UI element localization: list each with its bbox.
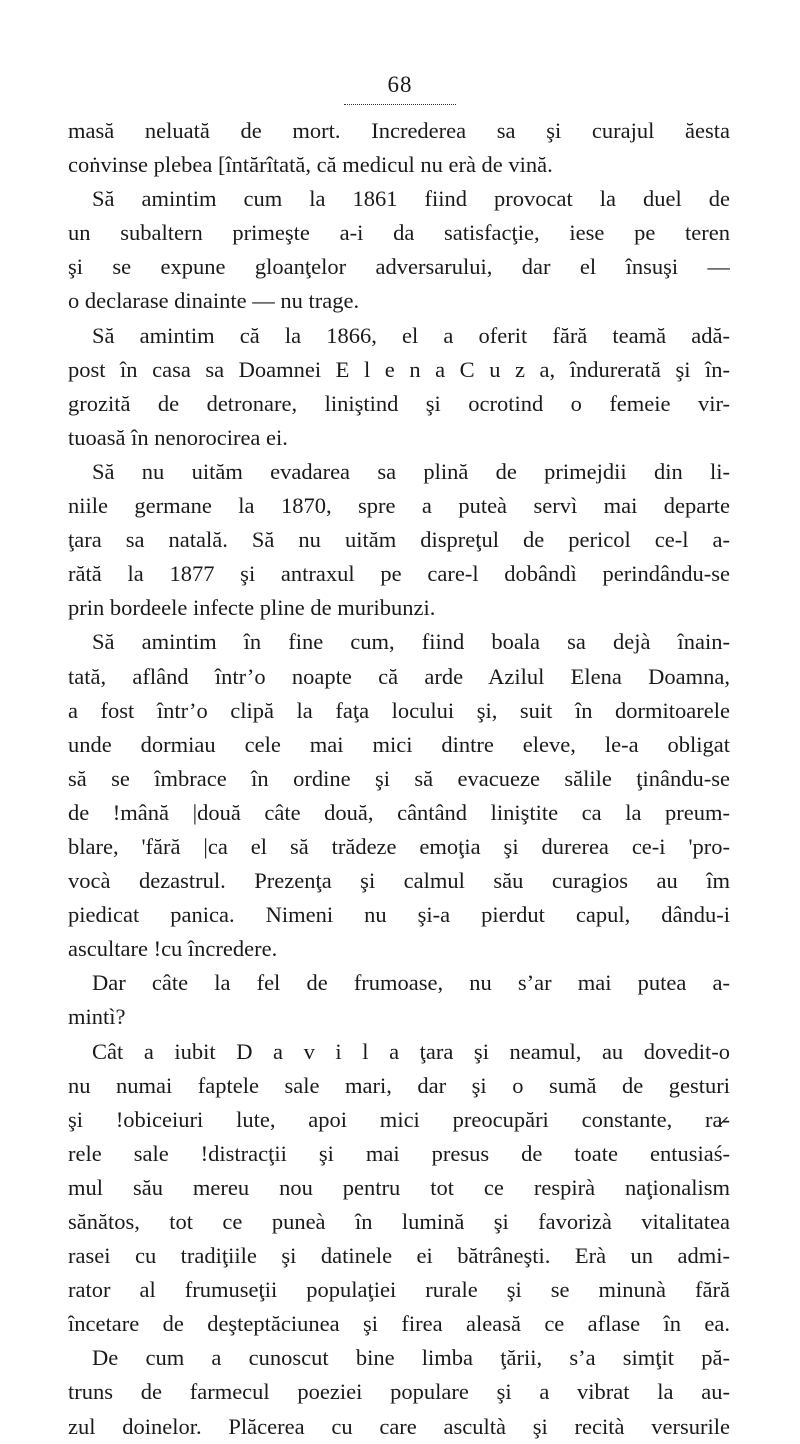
text-line: mul său mereu nou pentru tot ce respirà naţionalism [68, 1174, 730, 1200]
text-line: rătă la 1877 şi antraxul pe care-l dobândì perindându-se [68, 561, 730, 587]
text-line: rele sale !distracţii şi mai presus de toate entusiaś- [68, 1140, 730, 1166]
text-line: Să amintim cum la 1861 fiind provocat la duel de [92, 186, 730, 212]
page-number: 68 [387, 72, 413, 97]
text-line: rasei cu tradiţiile şi datinele ei bătrâneşti. Erà un admi- [68, 1243, 730, 1269]
text-line: sănătos, tot ce puneà în lumină şi favorizà vitalitatea [68, 1209, 730, 1234]
text-line: a fost într’o clipă la faţa locului şi, suit în dormitoarele [68, 697, 730, 723]
text-line: post în casa sa Doamnei E l e n a C u z a, îndurerată şi în- [68, 356, 730, 382]
text-line: tată, aflând într’o noapte că arde Azilul Elena Doamna, [68, 663, 730, 689]
text-line: vocà dezastrul. Prezenţa şi calmul său curagios au îm [68, 868, 730, 894]
text-line: zul doinelor. Plăcerea cu care ascultà şi recità versurile [68, 1413, 730, 1439]
text-line: rator al frumuseţii populaţiei rurale şi se minunà fără [68, 1277, 730, 1303]
text-line: mintì? [68, 1004, 126, 1030]
text-line: tuoasă în nenorocirea ei. [68, 424, 288, 450]
text-line: nu numai faptele sale mari, dar şi o sumă de gesturi [68, 1072, 730, 1098]
text-line: masă neluată de mort. Increderea sa şi curajul ăesta [68, 118, 730, 143]
text-line: Să amintim că la 1866, el a oferit fără teamă adă- [92, 322, 730, 348]
text-line: Dar câte la fel de frumoase, nu s’ar mai putea a- [92, 970, 730, 996]
body-text [68, 114, 730, 1444]
text-line: Cât a iubit D a v i l a ţara şi neamul, au dovedit-o [92, 1038, 730, 1064]
text-line: un subaltern primeşte a-i da satisfacţie, iese pe teren [68, 220, 730, 246]
page-number-underline [344, 104, 456, 105]
text-line: să se îmbrace în ordine şi să evacueze sălile ţinându-se [68, 765, 730, 791]
text-line: Să nu uităm evadarea sa plină de primejdii din li- [92, 458, 730, 484]
text-line: şi !obiceiuri lute, apoi mici preocupări constante, ra̷- [68, 1106, 730, 1132]
text-line: Să amintim în fine cum, fiind boala sa dejà înain- [92, 629, 730, 655]
text-line: niile germane la 1870, spre a puteà servì mai departe [68, 493, 730, 519]
text-line: unde dormiau cele mai mici dintre eleve, le-a obligat [68, 731, 730, 757]
text-line: coṅvinse plebea [întărîtată, că medicul nu erà de vină. [68, 152, 553, 178]
text-line: încetare de deşteptăciunea şi firea aleasă ce aflase în ea. [68, 1311, 730, 1337]
text-line: De cum a cunoscut bine limba ţării, s’a simţit pă- [92, 1345, 730, 1371]
text-line: truns de farmecul poeziei populare şi a vibrat la au- [68, 1379, 730, 1405]
text-line: o declarase dinainte — nu trage. [68, 288, 360, 314]
text-line: grozită de detronare, liniştind şi ocrotind o femeie vir- [68, 390, 730, 416]
text-line: piedicat panica. Nimeni nu şi-a pierdut capul, dându-i [68, 902, 730, 928]
text-line: blare, 'fără |ca el să trădeze emoţia şi durerea ce-i 'pro- [68, 833, 730, 859]
text-line: prin bordeele infecte pline de muribunzi. [68, 595, 436, 621]
text-line: şi se expune gloanţelor adversarului, dar el însuşi — [68, 254, 730, 280]
text-line: ţara sa natală. Să nu uităm dispreţul de pericol ce-l a- [68, 527, 730, 553]
text-line: ascultare !cu încredere. [68, 936, 278, 962]
text-line: de !mână |două câte două, cântând liniştite ca la preum- [68, 799, 730, 825]
